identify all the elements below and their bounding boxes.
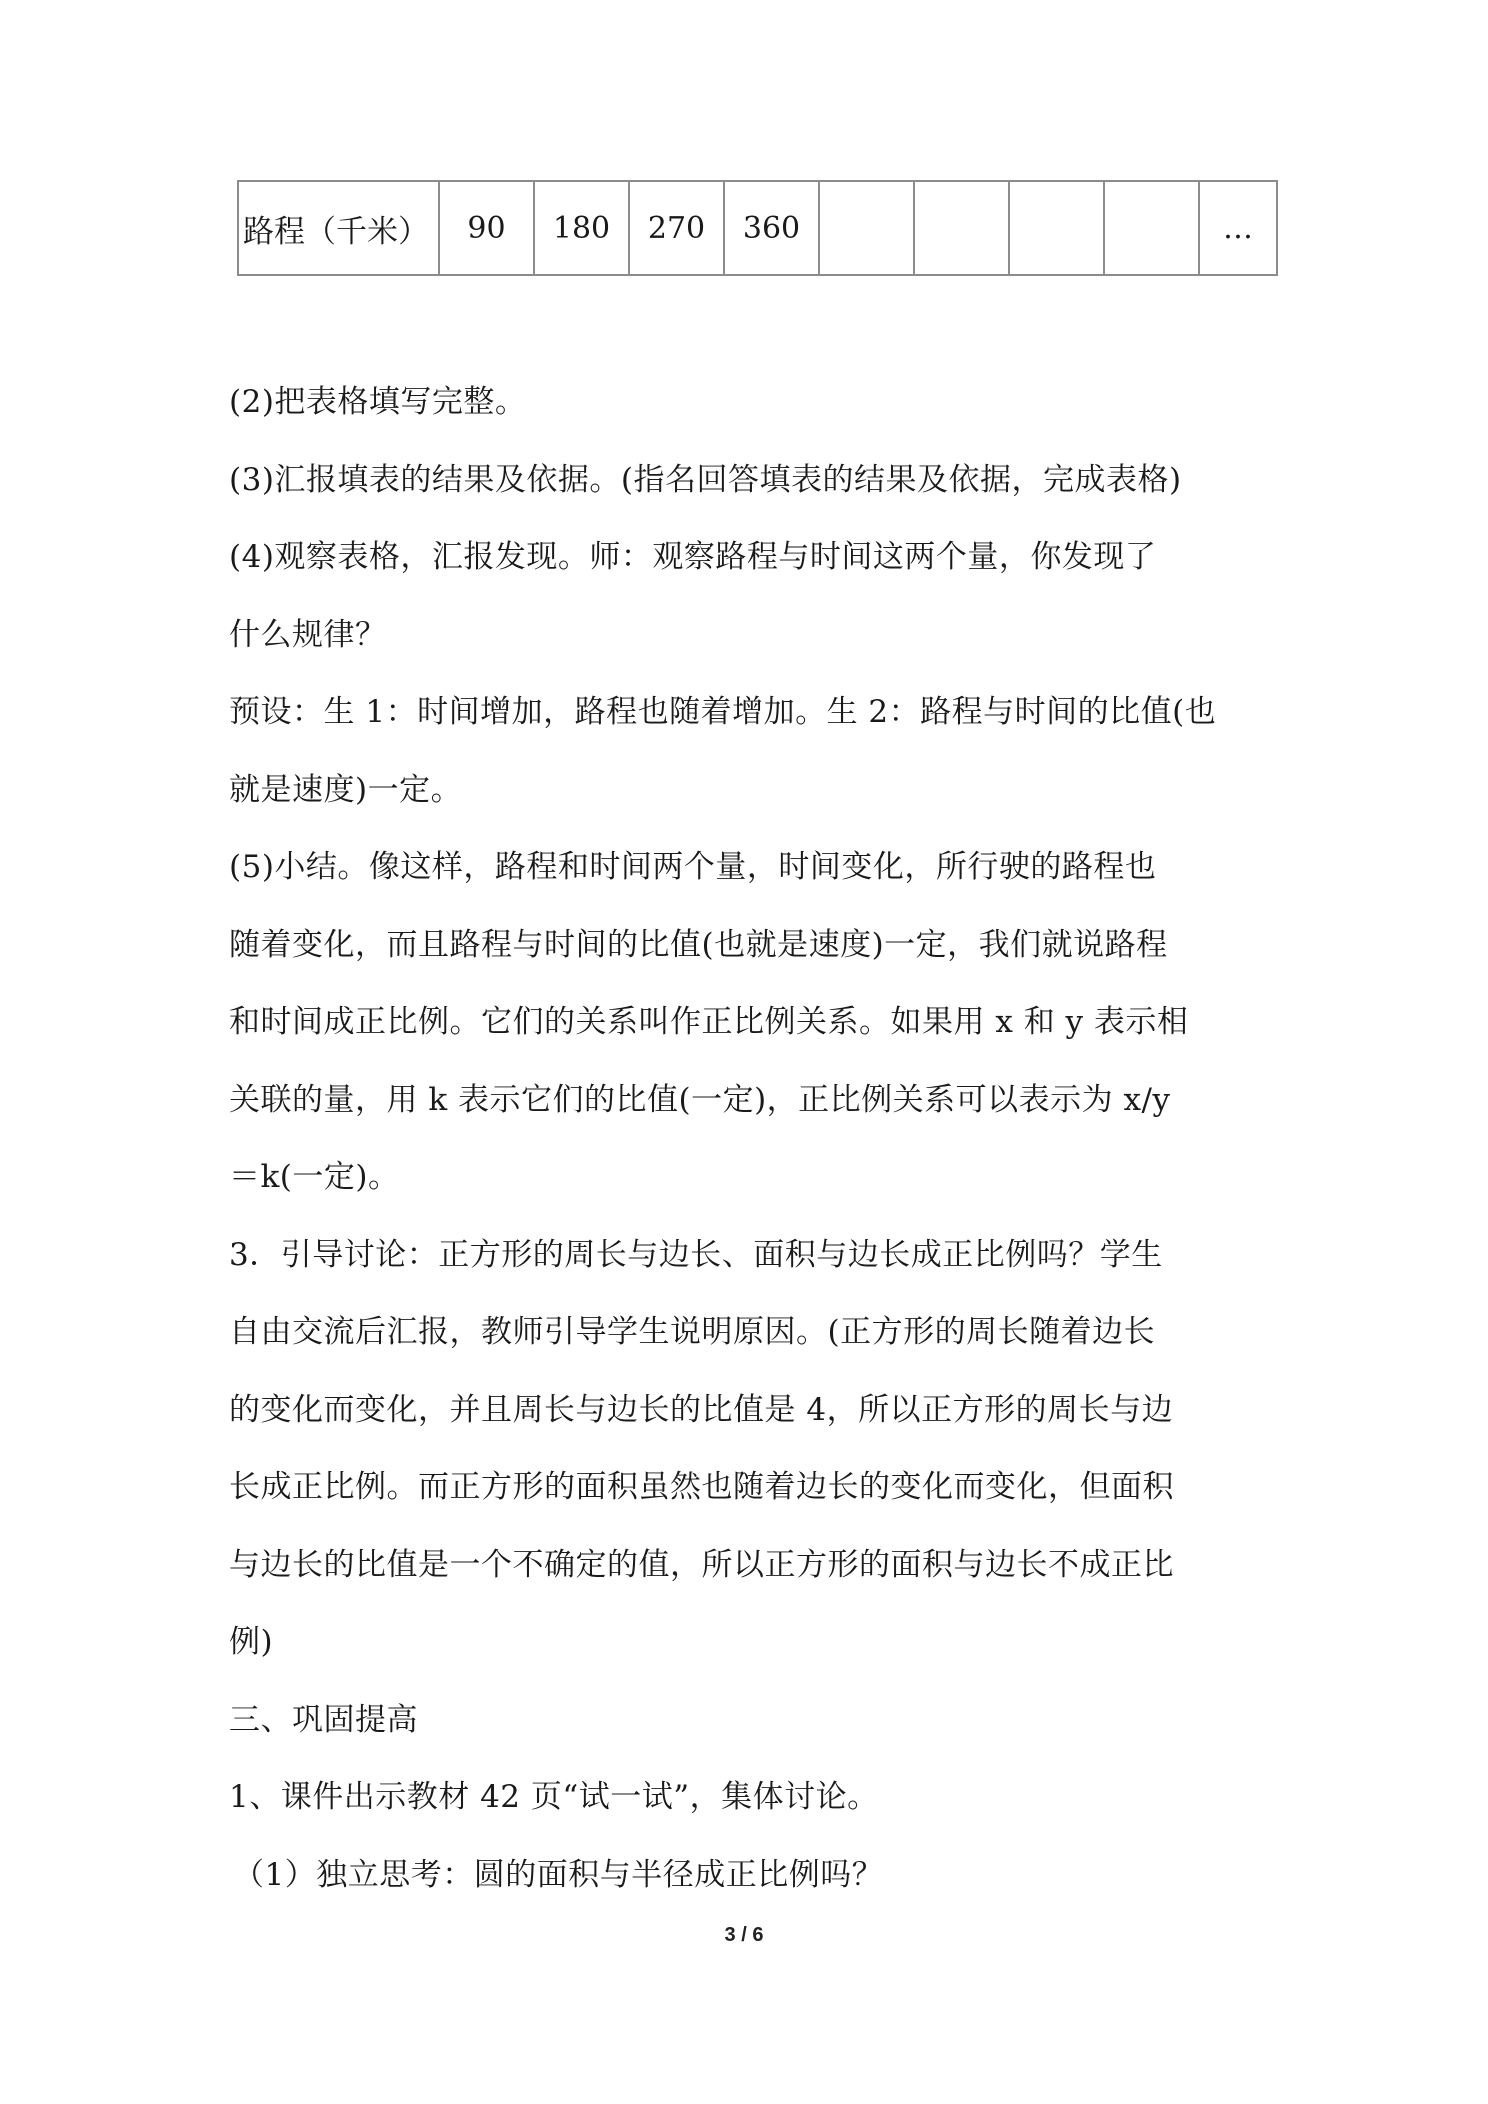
text-line: 1、课件出示教材 42 页“试一试”，集体讨论。	[229, 1779, 879, 1815]
text-line: ＝k(一定)。	[229, 1159, 400, 1195]
text-line: 例)	[229, 1624, 274, 1660]
text-line: 随着变化，而且路程与时间的比值(也就是速度)一定，我们就说路程	[229, 926, 1168, 963]
text-line: 长成正比例。而正方形的面积虽然也随着边长的变化而变化，但面积	[229, 1469, 1174, 1505]
table-row-label: 路程（千米）	[238, 181, 439, 275]
distance-table	[237, 180, 1278, 276]
text-line: (2)把表格填写完整。	[229, 384, 527, 420]
text-line: （1）独立思考：圆的面积与半径成正比例吗？	[233, 1856, 884, 1893]
table-cell	[1009, 181, 1104, 275]
text-line: (4)观察表格，汇报发现。师：观察路程与时间这两个量，你发现了	[229, 539, 1157, 575]
text-line: 自由交流后汇报，教师引导学生说明原因。(正方形的周长随着边长	[229, 1314, 1156, 1350]
table-cell: 270	[629, 181, 724, 275]
table-cell: 90	[439, 181, 534, 275]
table-cell: 180	[534, 181, 629, 275]
text-line: 与边长的比值是一个不确定的值，所以正方形的面积与边长不成正比	[229, 1546, 1174, 1583]
text-line: 预设：生 1：时间增加，路程也随着增加。生 2：路程与时间的比值(也	[229, 694, 1217, 730]
table-row	[238, 181, 1277, 275]
table-cell: 360	[724, 181, 819, 275]
table-cell-ellipsis: …	[1199, 181, 1277, 275]
text-line: 关联的量，用 k 表示它们的比值(一定)，正比例关系可以表示为 x/y	[229, 1081, 1171, 1118]
page-number: 3 / 6	[724, 1924, 764, 1946]
section-heading: 三、巩固提高	[229, 1701, 418, 1738]
table-cell	[914, 181, 1009, 275]
text-line: 和时间成正比例。它们的关系叫作正比例关系。如果用 x 和 y 表示相	[229, 1004, 1189, 1040]
text-line: (5)小结。像这样，路程和时间两个量，时间变化，所行驶的路程也	[229, 849, 1157, 885]
text-line: 就是速度)一定。	[229, 771, 463, 808]
table-cell	[819, 181, 914, 275]
text-line: 的变化而变化，并且周长与边长的比值是 4，所以正方形的周长与边	[229, 1391, 1174, 1428]
text-line: (3)汇报填表的结果及依据。(指名回答填表的结果及依据，完成表格)	[229, 461, 1182, 498]
table-cell	[1104, 181, 1199, 275]
document-body	[229, 364, 1269, 1914]
text-line: 3．引导讨论：正方形的周长与边长、面积与边长成正比例吗？学生	[229, 1236, 1163, 1273]
text-line: 什么规律？	[229, 616, 387, 653]
